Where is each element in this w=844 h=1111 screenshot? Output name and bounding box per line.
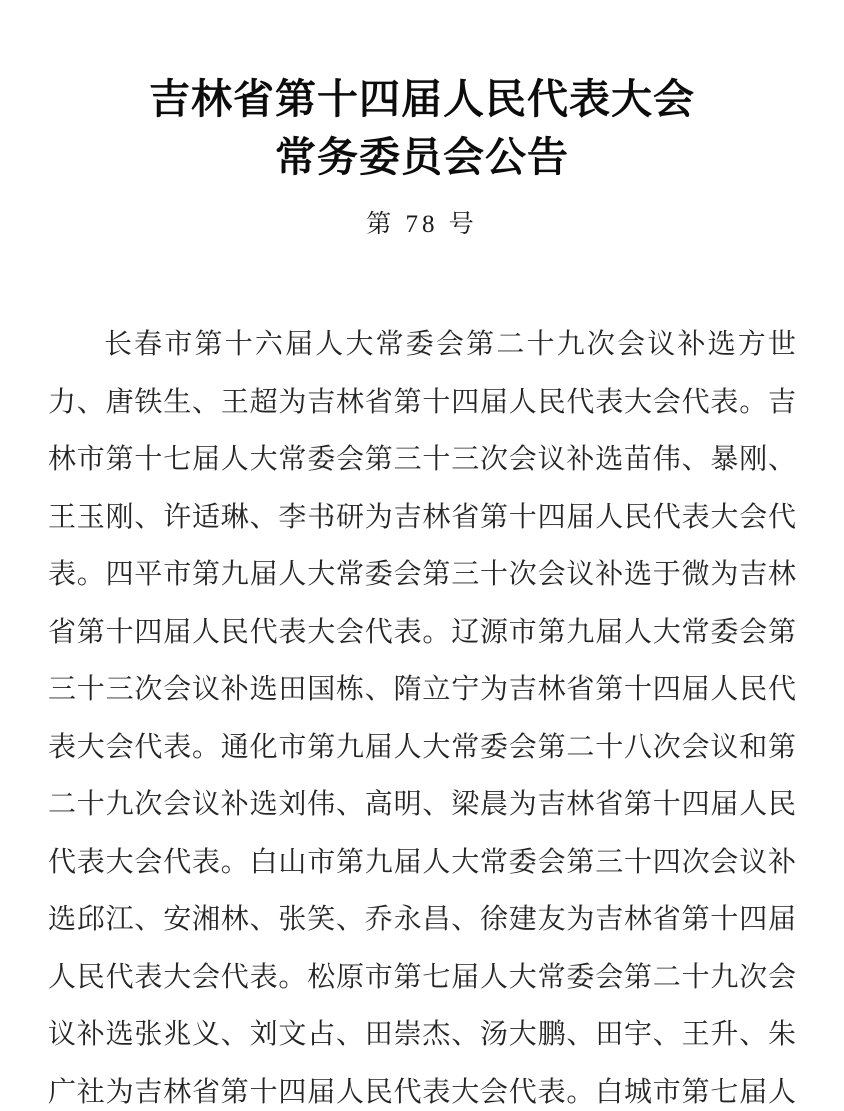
body-line: 表大会代表。通化市第九届人大常委会第二十八次会议和第: [48, 731, 796, 763]
body-line: 长春市第十六届人大常委会第二十九次会议补选方世: [104, 329, 796, 360]
doc-number: 第 78 号: [366, 211, 478, 238]
body-line: 代表大会代表。白山市第九届人大常委会第三十四次会议补: [48, 846, 796, 878]
body-line: 选邱江、安湘林、张笑、乔永昌、徐建友为吉林省第十四届: [48, 904, 796, 935]
body-line: 力、唐铁生、王超为吉林省第十四届人民代表大会代表。吉: [48, 386, 796, 418]
body-line: 林市第十七届人大常委会第三十三次会议补选苗伟、暴刚、: [48, 444, 796, 475]
document-body: [0, 316, 844, 1111]
title-line-2: 常务委员会公告: [275, 134, 569, 180]
title-line-1: 吉林省第十四届人民代表大会: [149, 76, 695, 122]
body-line: 议补选张兆义、刘文占、田崇杰、汤大鹏、田宇、王升、朱: [48, 1019, 796, 1050]
body-line: 二十九次会议补选刘伟、高明、梁晨为吉林省第十四届人民: [48, 789, 796, 820]
body-line: 王玉刚、许适琳、李书研为吉林省第十四届人民代表大会代: [48, 501, 796, 533]
body-line: 三十三次会议补选田国栋、隋立宁为吉林省第十四届人民代: [48, 674, 796, 705]
document-title: [0, 70, 844, 186]
body-line: 省第十四届人民代表大会代表。辽源市第九届人大常委会第: [48, 616, 796, 648]
body-line: 表。四平市第九届人大常委会第三十次会议补选于微为吉林: [48, 559, 796, 590]
body-line: 人民代表大会代表。松原市第七届人大常委会第二十九次会: [48, 961, 796, 993]
body-line: 广社为吉林省第十四届人民代表大会代表。白城市第七届人: [48, 1076, 796, 1108]
